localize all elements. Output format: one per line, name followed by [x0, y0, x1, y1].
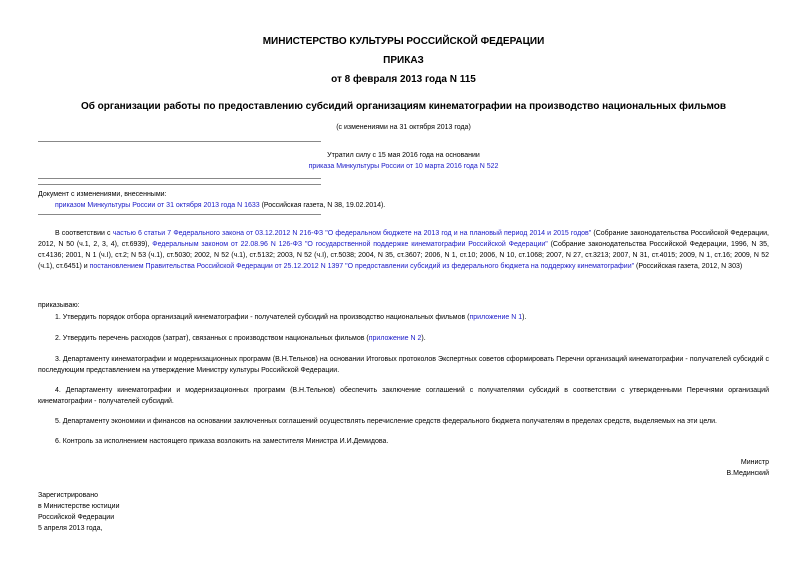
expired-line: Утратил силу с 15 мая 2016 года на основании: [327, 152, 480, 159]
item-3: 3. Департаменту кинематографии и модернизационных программ (В.Н.Тельнов) на основании Итоговых протоколов Экспертных советов сформировать Перечни организаций кинематографии - получателей субсидий с последующим представлением на утверждение Министру культуры Российской Федерации.: [38, 356, 769, 374]
amendments-label: Документ с изменениями, внесенными:: [38, 191, 167, 198]
cinema-law-link[interactable]: Федеральным законом от 22.08.96 N 126-ФЗ "О государственной поддержке кинематографии Российской Федерации": [152, 241, 548, 248]
item-5: 5. Департаменту экономики и финансов на основании заключенных соглашений осуществлять перечисление средств федерального бюджета получателям в пределах средств, выделяемых на эти цели.: [55, 418, 717, 425]
preamble-text: (Российская газета, 2012, N 303): [634, 263, 743, 270]
ministry-heading: МИНИСТЕРСТВО КУЛЬТУРЫ РОССИЙСКОЙ ФЕДЕРАЦИИ: [262, 36, 545, 47]
registration-line: Зарегистрировано: [38, 492, 98, 499]
amendment-source: (Российская газета, N 38, 19.02.2014).: [259, 202, 386, 209]
order-word: приказываю:: [38, 302, 80, 309]
item-text: ).: [421, 335, 426, 342]
preamble: [38, 228, 769, 272]
changes-note: (с изменениями на 31 октября 2013 года): [336, 124, 471, 131]
item-text: 1. Утвердить порядок отбора организаций кинематографии - получателей субсидий на производство национальных фильмов (: [55, 314, 470, 321]
amendment-link[interactable]: приказом Минкультуры России от 31 октября 2013 года N 1633: [55, 202, 260, 209]
item-1: [38, 312, 769, 323]
signer-position: Министр: [740, 459, 769, 466]
document-title: Об организации работы по предоставлению субсидий организациям кинематографии на производство национальных фильмов: [80, 101, 727, 112]
registration-line: Российской Федерации: [38, 514, 115, 521]
expired-link[interactable]: приказа Минкультуры России от 10 марта 2016 года N 522: [308, 163, 499, 170]
item-4: 4. Департаменту кинематографии и модернизационных программ (В.Н.Тельнов) обеспечить заключение соглашений с получателями субсидий в соответствии с утвержденными Перечнями организаций кинематографии - получателей субсидий.: [38, 387, 769, 405]
expired-note: [0, 150, 807, 172]
item-2: [38, 333, 769, 344]
registration-line: в Министерстве юстиции: [38, 503, 120, 510]
divider: [38, 178, 321, 179]
preamble-text: (Собрание законодательства Российской Федерации, 2012, N 50 (ч.1, 2, 3, 4), ст.6939),: [38, 230, 770, 248]
preamble-text: В соответствии с: [55, 230, 113, 237]
appendix-2-link[interactable]: приложение N 2: [368, 335, 422, 342]
registration-line: 5 апреля 2013 года,: [38, 525, 103, 532]
preamble-text: (Собрание законодательства Российской Федерации, 1996, N 35, ст.4136; 2001, N 1 (ч.I), ст.2; N 53 (ч.1), ст.5030; 2002, N 52 (ч.1), ст.5132; 2003, N 52 (ч.I), ст.5038; 2004, N 35, ст.3607; 2006, N 1, ст.10; 2006, N 10, ст.1068; 2007, N 27, ст.3213; 2007, N 31, ст.4015; 2009, N 1, ст.16; 2009, N 52 (ч.1), ст.6451) и: [38, 241, 769, 270]
item-text: ).: [522, 314, 527, 321]
signer-name: В.Мединский: [726, 470, 769, 477]
date-number-heading: от 8 февраля 2013 года N 115: [331, 74, 476, 85]
divider: [38, 214, 321, 215]
budget-law-link[interactable]: частью 6 статьи 7 Федерального закона от 03.12.2012 N 216-ФЗ "О федеральном бюджете на 2013 год и на плановый период 2014 и 2015 годов": [112, 230, 592, 237]
item-6: 6. Контроль за исполнением настоящего приказа возложить на заместителя Министра И.И.Демидова.: [55, 438, 389, 445]
signature-block: [726, 457, 769, 479]
doc-type-heading: ПРИКАЗ: [383, 55, 424, 66]
item-text: 2. Утвердить перечень расходов (затрат), связанных с производством национальных фильмов (: [55, 335, 369, 342]
registration-block: [38, 490, 119, 534]
divider: [38, 184, 321, 185]
divider: [38, 141, 321, 142]
amendments-entry: [38, 200, 769, 211]
appendix-1-link[interactable]: приложение N 1: [469, 314, 523, 321]
amendments-block: [38, 189, 769, 211]
government-decree-link[interactable]: постановлением Правительства Российской Федерации от 25.12.2012 N 1397 "О предоставлении субсидий из федерального бюджета на поддержку кинематографии": [89, 263, 635, 270]
